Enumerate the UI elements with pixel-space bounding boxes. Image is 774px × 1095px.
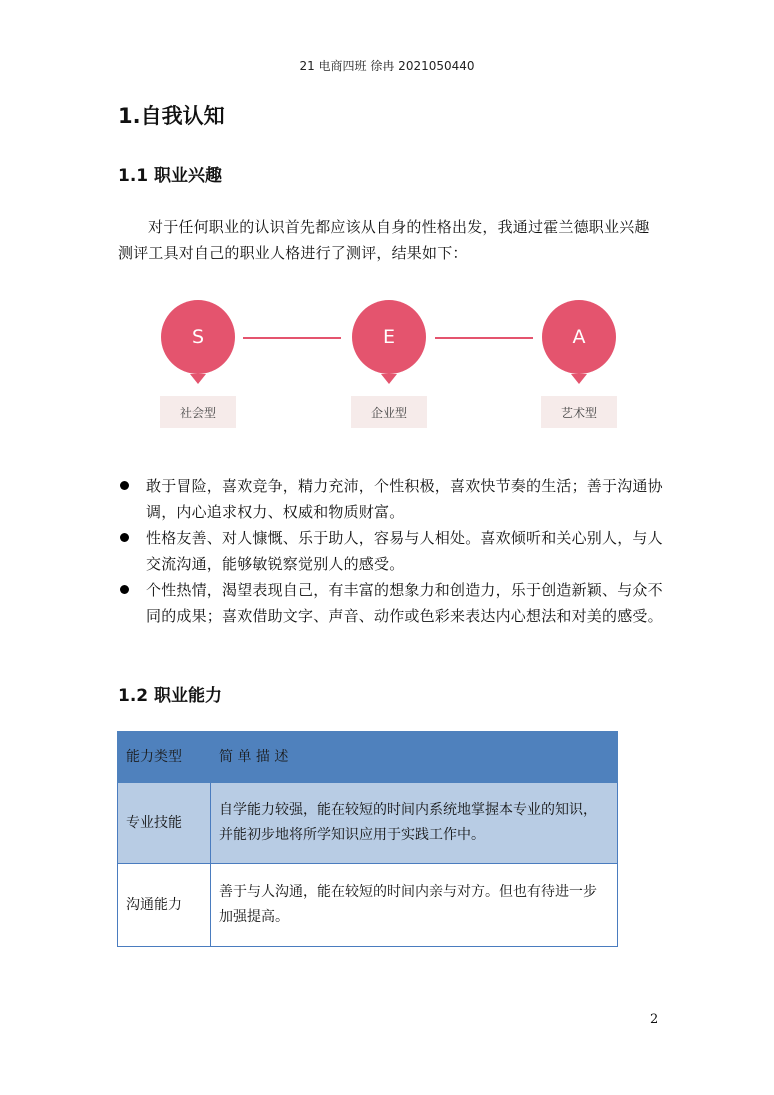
list-item-text: 性格友善、对人慷慨、乐于助人，容易与人相处。喜欢倾听和关心别人，与人交流沟通，能够敏锐察觉别人的感受。 <box>146 529 663 573</box>
bullet-icon <box>120 585 129 594</box>
section-title: 1.自我认知 <box>118 104 225 128</box>
holland-code-diagram <box>155 295 635 435</box>
table-cell: 沟通能力 <box>118 864 211 947</box>
node-circle: A <box>542 300 616 374</box>
subsection-title-ability: 1.2 职业能力 <box>118 686 223 706</box>
connector-line <box>435 337 533 339</box>
subsection-title-interest: 1.1 职业兴趣 <box>118 166 223 186</box>
node-pointer <box>571 374 587 384</box>
table-header-cell: 简 单 描 述 <box>211 732 618 783</box>
table-cell: 专业技能 <box>118 783 211 864</box>
node-pointer <box>190 374 206 384</box>
diagram-node-a <box>539 295 619 430</box>
list-item-text: 个性热情，渴望表现自己，有丰富的想象力和创造力，乐于创造新颖、与众不同的成果；喜欢借助文字、声音、动作或色彩来表达内心想法和对美的感受。 <box>146 581 663 625</box>
node-label: 艺术型 <box>541 396 617 428</box>
table-cell: 自学能力较强，能在较短的时间内系统地掌握本专业的知识，并能初步地将所学知识应用于实践工作中。 <box>211 783 618 864</box>
list-item <box>118 577 663 629</box>
list-item <box>118 473 663 525</box>
diagram-node-e <box>349 295 429 430</box>
table-header-row <box>118 732 618 783</box>
bullet-icon <box>120 481 129 490</box>
node-label: 企业型 <box>351 396 427 428</box>
list-item <box>118 525 663 577</box>
node-circle: S <box>161 300 235 374</box>
diagram-node-s <box>158 295 238 430</box>
table-header-cell: 能力类型 <box>118 732 211 783</box>
intro-paragraph: 对于任何职业的认识首先都应该从自身的性格出发，我通过霍兰德职业兴趣测评工具对自己的职业人格进行了测评，结果如下： <box>118 218 650 262</box>
node-pointer <box>381 374 397 384</box>
connector-line <box>243 337 341 339</box>
trait-list <box>118 473 663 629</box>
list-item-text: 敢于冒险，喜欢竞争，精力充沛，个性积极，喜欢快节奏的生活；善于沟通协调，内心追求权力、权威和物质财富。 <box>146 477 663 521</box>
table-row <box>118 864 618 947</box>
ability-table <box>117 731 618 947</box>
page-number: 2 <box>650 1012 659 1027</box>
page-header: 21 电商四班 徐冉 2021050440 <box>299 59 475 73</box>
node-label: 社会型 <box>160 396 236 428</box>
bullet-icon <box>120 533 129 542</box>
table-row <box>118 783 618 864</box>
table-cell: 善于与人沟通，能在较短的时间内亲与对方。但也有待进一步加强提高。 <box>211 864 618 947</box>
node-circle: E <box>352 300 426 374</box>
